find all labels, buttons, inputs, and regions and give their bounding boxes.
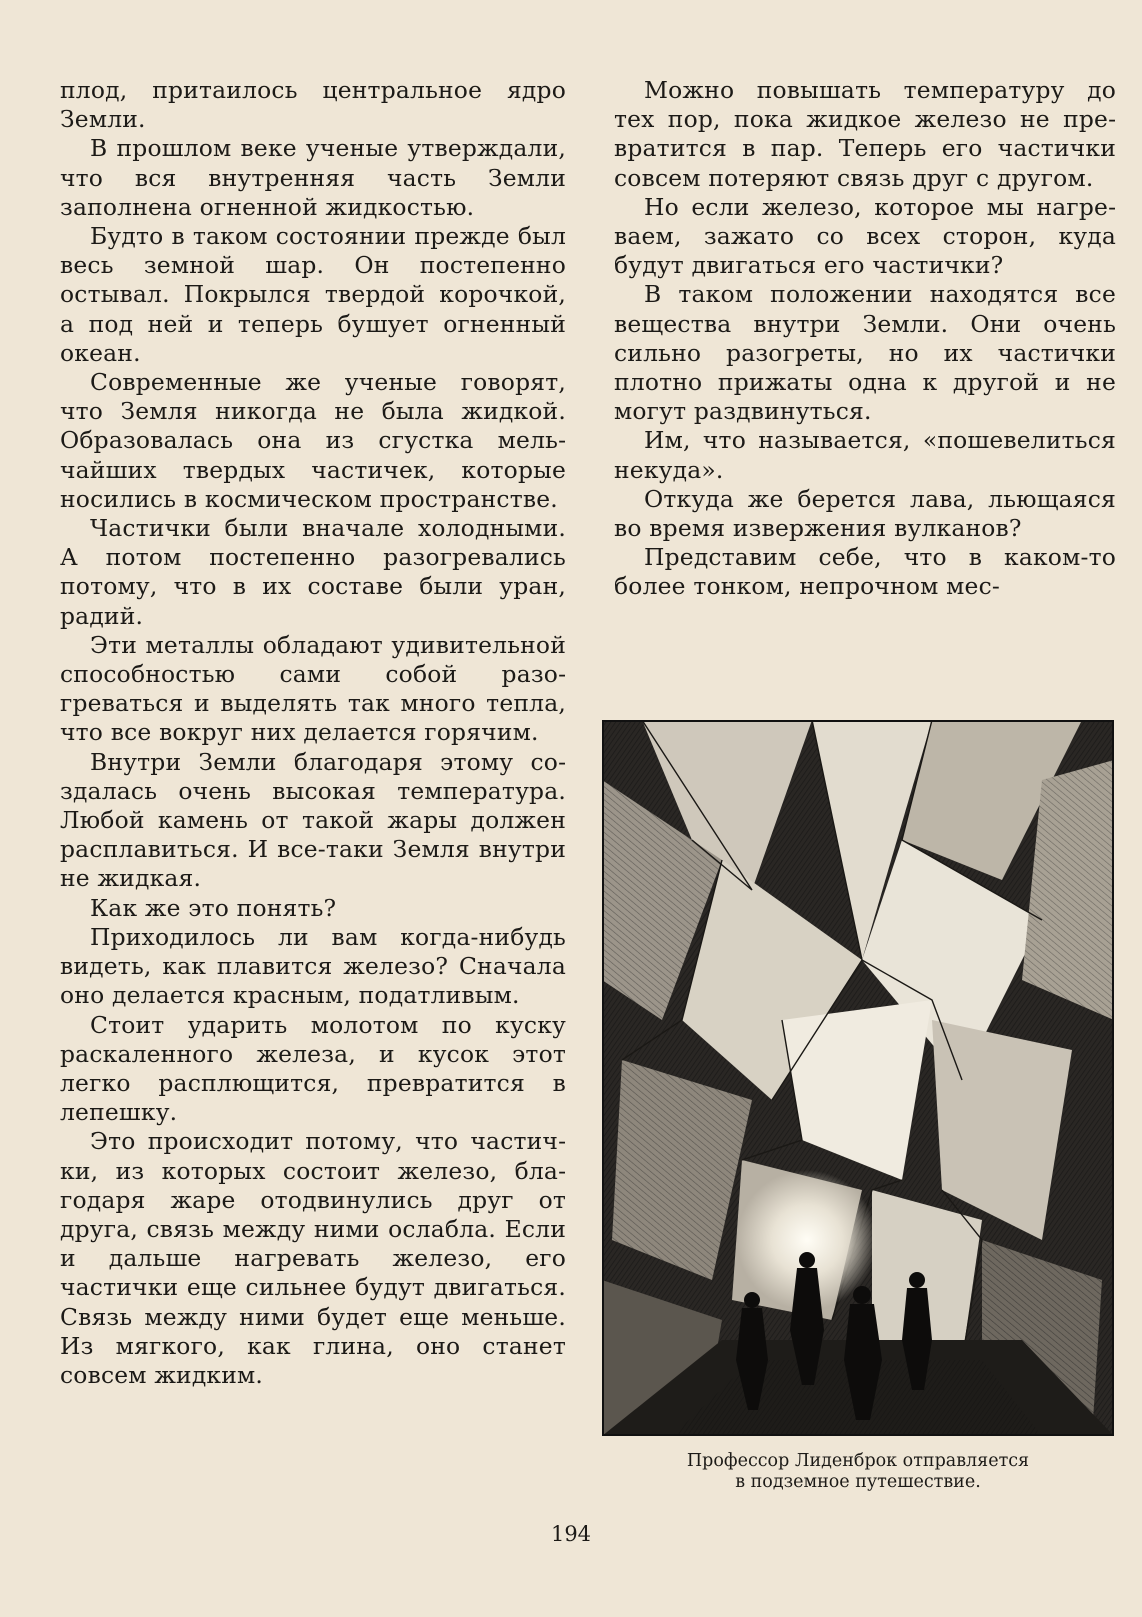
cave-engraving-illustration xyxy=(602,720,1114,1436)
paragraph: Будто в таком состоянии прежде был весь земной шар. Он постепенно остывал. Покрылся твердой корочкой, а под ней и теперь бушует огненный океан. xyxy=(60,222,566,367)
paragraph: Как же это понять? xyxy=(90,893,337,922)
paragraph: Внутри Земли благодаря этому создалась очень высокая температура. Любой камень от такой жары должен расплавиться. И все-таки Земля внутри не жидкая. xyxy=(60,747,566,893)
paragraph: Им, что называется, «пошевелиться некуда». xyxy=(614,426,1116,484)
paragraph: Представим себе, что в каком-то более тонком, непрочном мес- xyxy=(614,543,1116,601)
paragraph: Приходилось ли вам когда-нибудь видеть, как плавится железо? Сначала оно делается красным, податливым. xyxy=(60,922,566,1010)
paragraph: В прошлом веке ученые утверждали, что вся внутренняя часть Земли заполнена огненной жидкостью. xyxy=(60,134,566,221)
paragraph: Эти металлы обладают удивительной способностью сами собой разогреваться и выделять так много тепла, что все вокруг них делается горячим. xyxy=(60,630,566,747)
paragraph: Откуда же берется лава, льющаяся во время извержения вулканов? xyxy=(614,484,1116,543)
caption-line: в подземное путешествие. xyxy=(735,1472,981,1492)
paragraph: В таком положении находятся все вещества внутри Земли. Они очень сильно разогреты, но их частички плотно прижаты одна к другой и не могут раздвинуться. xyxy=(614,280,1116,426)
paragraph: Современные же ученые говорят, что Земля никогда не была жидкой. Образовалась она из сгустка мельчайших твердых частичек, которые носились в космическом пространстве. xyxy=(60,368,566,513)
right-text-column xyxy=(614,76,1116,602)
left-text-column xyxy=(60,76,566,1390)
page-number: 194 xyxy=(550,1522,592,1546)
paragraph: Частички были вначале холодными. А потом постепенно разогревались потому, что в их составе были уран, радий. xyxy=(60,514,566,630)
crystal-cave-engraving xyxy=(602,720,1114,1436)
figure-caption xyxy=(612,1451,1104,1493)
paragraph: плод, притаилось центральное ядро Земли. xyxy=(60,76,566,134)
paragraph: Это происходит потому, что частички, из которых состоит железо, благодаря жаре отодвинулись друг от друга, связь между ними ослабла. Если и дальше нагревать железо, его частички еще сильнее будут двигаться. Связь между ними будет еще меньше. Из мягкого, как глина, оно станет совсем жидким. xyxy=(60,1127,566,1389)
caption-line: Профессор Лиденброк отправляется xyxy=(686,1451,1030,1471)
paragraph: Можно повышать температуру до тех пор, пока жидкое железо не превратится в пар. Теперь его частички совсем потеряют связь друг с другом. xyxy=(614,76,1116,192)
paragraph: Но если железо, которое мы нагреваем, зажато со всех сторон, куда будут двигаться его частички? xyxy=(614,192,1116,280)
paragraph: Стоит ударить молотом по куску раскаленного железа, и кусок этот легко расплющится, превратится в лепешку. xyxy=(60,1010,566,1127)
